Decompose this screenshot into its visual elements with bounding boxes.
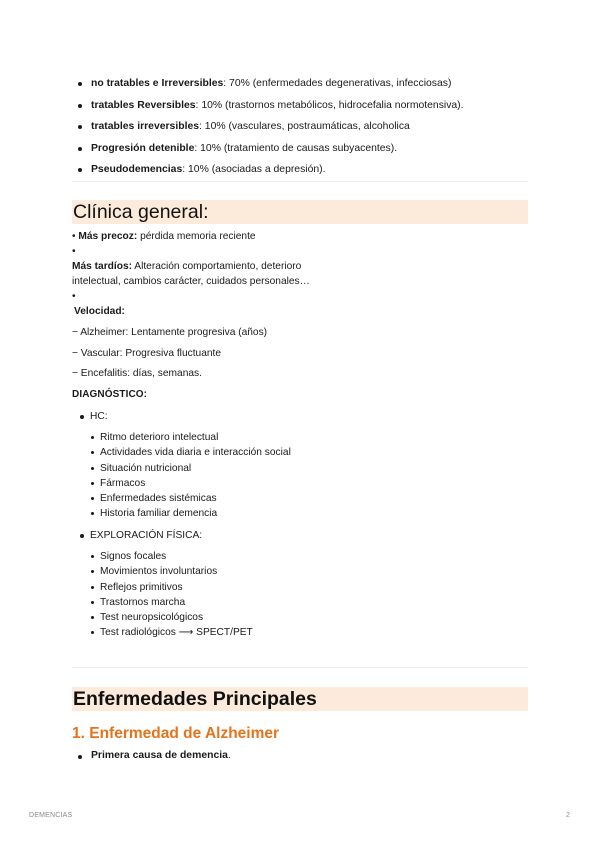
velocidad-label: Velocidad: xyxy=(74,306,125,317)
hc-list xyxy=(91,430,291,522)
section-divider xyxy=(72,181,528,182)
section-heading-clinica: Clínica general: xyxy=(72,200,528,224)
list-item: Situación nutricional xyxy=(91,461,291,476)
bullet-icon: • xyxy=(72,291,76,302)
mas-tardios-continuation: intelectual, cambios carácter, cuidados personales… xyxy=(72,276,310,287)
list-item: Fármacos xyxy=(91,476,291,491)
list-item: Ritmo deterioro intelectual xyxy=(91,430,291,445)
exploracion-list xyxy=(91,549,253,641)
list-item: Pseudodemencias: 10% (asociadas a depresión). xyxy=(74,159,534,181)
mas-tardios-text: Alteración comportamiento, deterioro xyxy=(132,261,302,272)
list-item: no tratables e Irreversibles: 70% (enfermedades degenerativas, infecciosas) xyxy=(74,73,534,95)
classification-list xyxy=(74,73,534,181)
exploracion-group xyxy=(80,529,253,641)
section-divider xyxy=(72,667,528,668)
list-item: Primera causa de demencia. xyxy=(74,750,231,761)
hc-group xyxy=(80,410,291,522)
mas-precoz-label: Más precoz: xyxy=(78,231,138,242)
list-item: Actividades vida diaria e interacción social xyxy=(91,445,291,460)
bullet-icon: • xyxy=(72,246,76,257)
page-number: 2 xyxy=(566,812,570,819)
mas-precoz-line xyxy=(72,230,256,244)
velocidad-encefalitis: − Encefalitis: días, semanas. xyxy=(72,368,202,379)
mas-precoz-text: pérdida memoria reciente xyxy=(137,231,256,242)
list-item: Historia familiar demencia xyxy=(91,506,291,521)
velocidad-alzheimer: − Alzheimer: Lentamente progresiva (años) xyxy=(72,327,268,338)
section-heading-enfermedades: Enfermedades Principales xyxy=(72,687,528,711)
list-item: Test radiológicos ⟶ SPECT/PET xyxy=(91,625,253,640)
diagnostico-label: DIAGNÓSTICO: xyxy=(72,389,148,400)
list-item: tratables irreversibles: 10% (vasculares, postraumáticas, alcoholica xyxy=(74,116,534,138)
list-item: Movimientos involuntarios xyxy=(91,564,253,579)
list-item: Test neuropsicológicos xyxy=(91,610,253,625)
list-item: Reflejos primitivos xyxy=(91,580,253,595)
velocidad-vascular: − Vascular: Progresiva fluctuante xyxy=(72,348,222,359)
list-item: tratables Reversibles: 10% (trastornos metabólicos, hidrocefalia normotensiva). xyxy=(74,95,534,117)
mas-tardios-label: Más tardíos: xyxy=(72,261,133,272)
mas-tardios-line xyxy=(72,260,301,274)
exploracion-title: EXPLORACIÓN FÍSICA: xyxy=(80,529,253,543)
bullet-icon: • xyxy=(72,231,76,242)
list-item: Trastornos marcha xyxy=(91,595,253,610)
list-item: Progresión detenible: 10% (tratamiento de causas subyacentes). xyxy=(74,138,534,160)
hc-title: HC: xyxy=(80,410,291,424)
list-item: Signos focales xyxy=(91,549,253,564)
list-item: Enfermedades sistémicas xyxy=(91,491,291,506)
footer-title: DEMENCIAS xyxy=(29,812,73,819)
subheading-alzheimer: 1. Enfermedad de Alzheimer xyxy=(72,725,280,742)
